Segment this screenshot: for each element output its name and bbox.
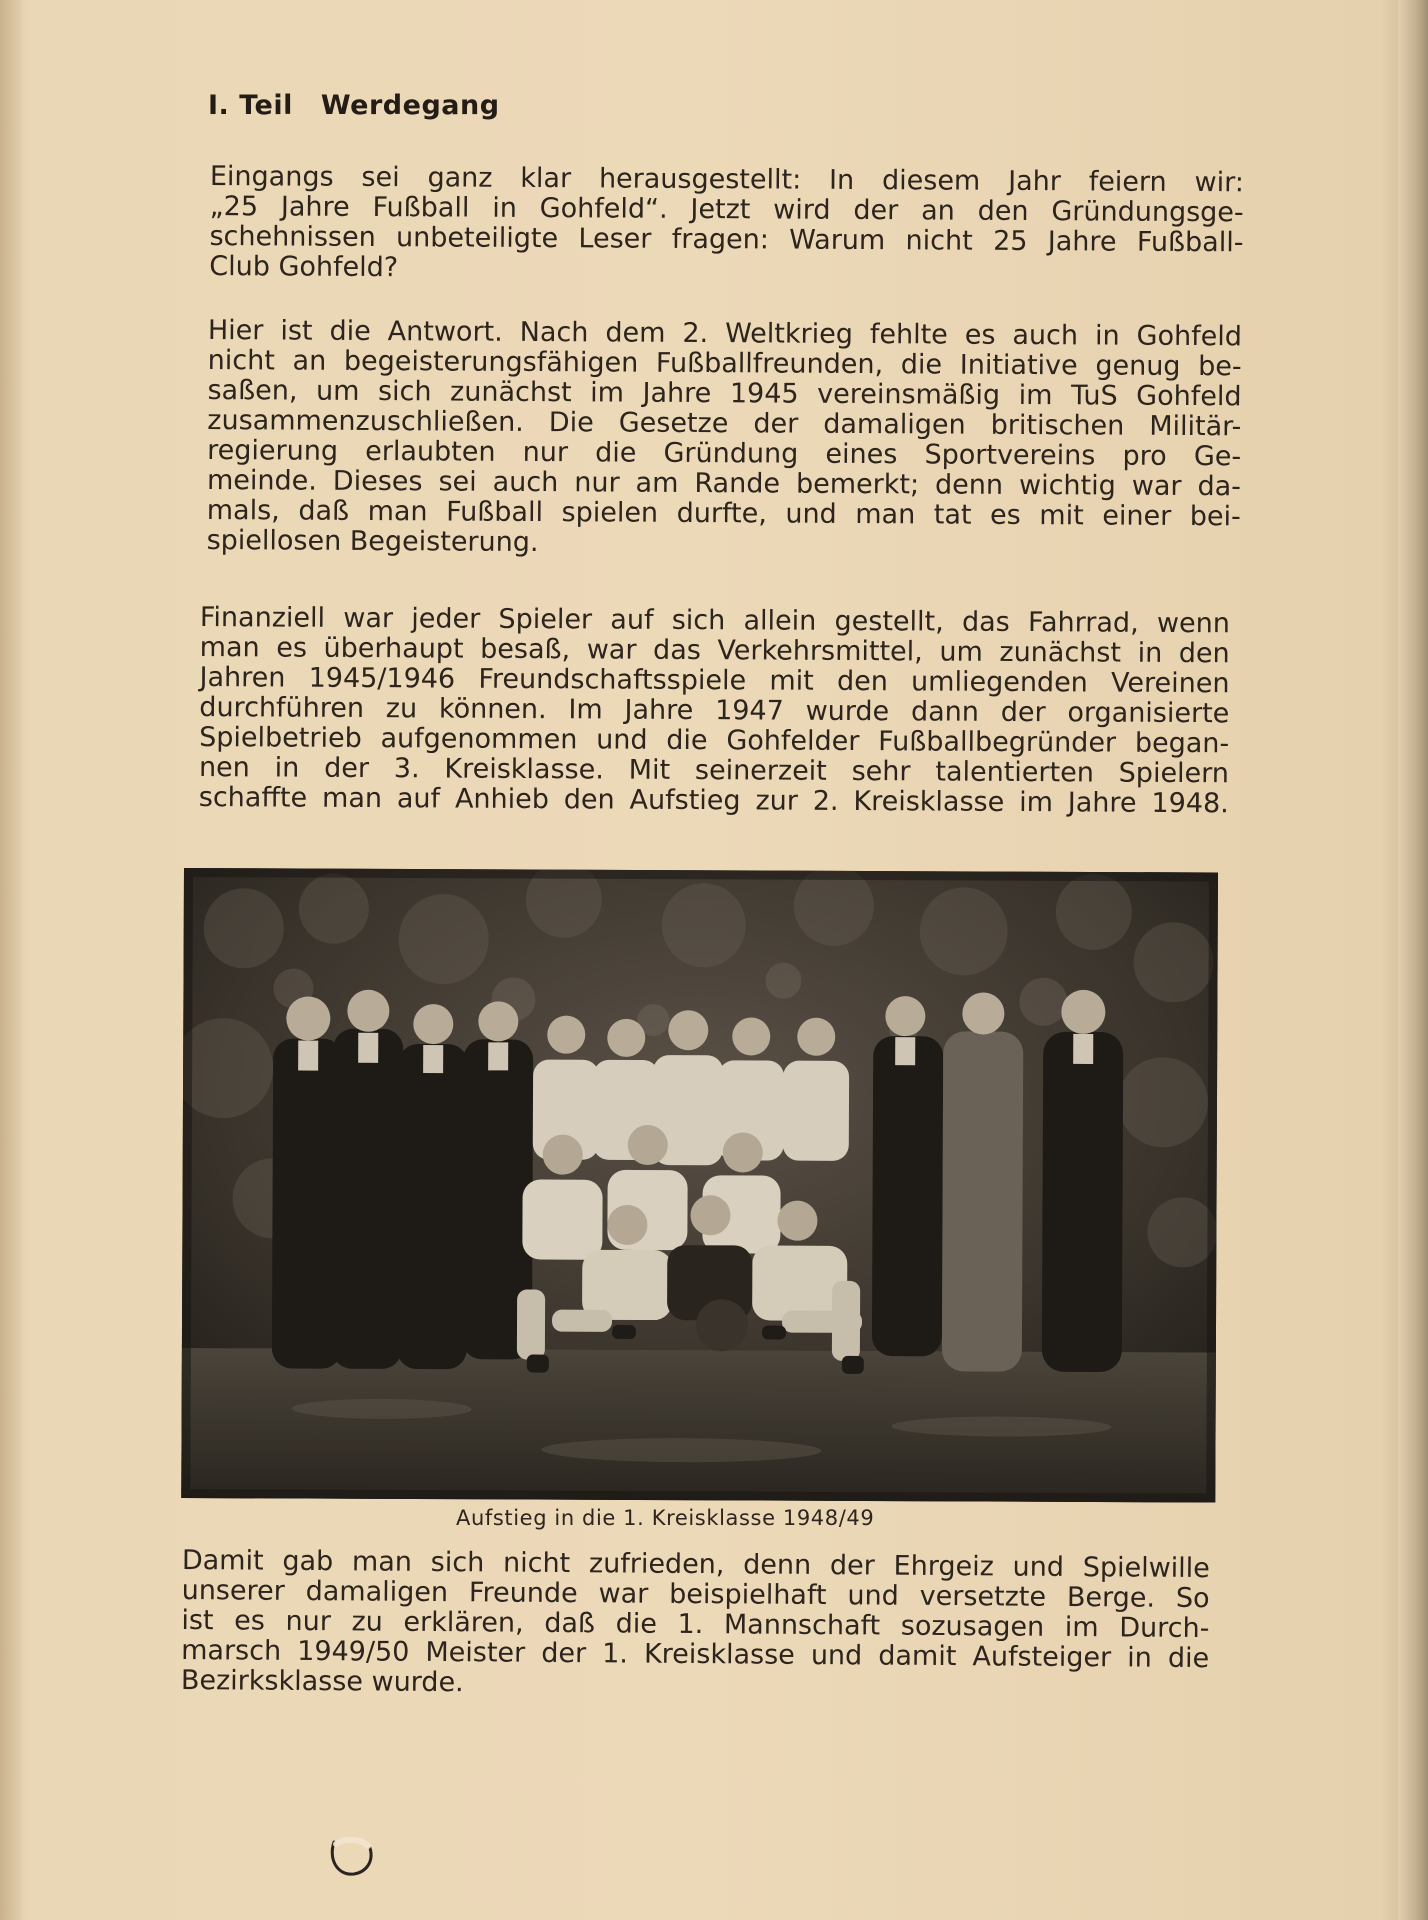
heading-part: I. Teil	[208, 90, 293, 121]
text-line: Jahren 1945/1946 Freundschaftsspiele mit den umliegenden Vereinen	[199, 661, 1230, 700]
paragraph-2	[207, 316, 1242, 562]
section-heading	[208, 90, 500, 121]
text-line: mals, daß man Fußball spielen durfte, und man tat es mit einer bei-	[206, 494, 1241, 533]
text-line: Damit gab man sich nicht zufrieden, denn der Ehrgeiz und Spielwille	[181, 1545, 1210, 1585]
text-line: unserer damaligen Freunde war beispielhaft und versetzte Berge. So	[181, 1574, 1210, 1615]
text-line: saßen, um sich zunächst im Jahre 1945 vereinsmäßig im TuS Gohfeld	[207, 374, 1242, 413]
text-line: Finanziell war jeder Spieler auf sich allein gestellt, das Fahrrad, wenn	[199, 602, 1230, 640]
text-line: schehnissen unbeteiligte Leser fragen: Warum nicht 25 Jahre Fußball-	[209, 220, 1244, 259]
text-line: marsch 1949/50 Meister der 1. Kreisklasse und damit Aufsteiger in die	[181, 1634, 1210, 1675]
paragraph-1	[209, 162, 1244, 288]
text-line: ist es nur zu erklären, daß die 1. Mannschaft sozusagen im Durch-	[181, 1604, 1210, 1645]
text-line: Hier ist die Antwort. Nach dem 2. Weltkrieg fehlte es auch in Gohfeld	[207, 315, 1242, 353]
text-line: Club Gohfeld?	[209, 250, 399, 284]
text-line: durchführen zu können. Im Jahre 1947 wurde dann der organisierte	[199, 691, 1230, 730]
paragraph-3	[199, 603, 1230, 819]
text-line: Spielbetrieb aufgenommen und die Gohfelder Fußballbegründer began-	[199, 721, 1230, 760]
team-photo	[181, 868, 1218, 1503]
text-line: nicht an begeisterungsfähigen Fußballfreunden, die Initiative genug be-	[207, 344, 1242, 383]
text-line: schaffte man auf Anhieb den Aufstieg zur 2. Kreisklasse im Jahre 1948.	[198, 781, 1229, 820]
text-line: zusammenzuschließen. Die Gesetze der damaligen britischen Militär-	[207, 404, 1242, 443]
text-line: Eingangs sei ganz klar herausgestellt: In diesem Jahr feiern wir:	[209, 161, 1244, 199]
text-line: Bezirksklasse wurde.	[180, 1664, 464, 1699]
pen-mark-icon	[324, 1832, 380, 1882]
text-line: regierung erlaubten nur die Gründung eines Sportvereins pro Ge-	[207, 434, 1242, 473]
team-photo-illustration	[181, 868, 1218, 1503]
text-line: „25 Jahre Fußball in Gohfeld“. Jetzt wird der an den Gründungsge-	[209, 190, 1244, 229]
photo-caption: Aufstieg in die 1. Kreisklasse 1948/49	[456, 1506, 875, 1530]
text-line: man es überhaupt besaß, war das Verkehrsmittel, um zunächst in den	[199, 631, 1230, 670]
paragraph-4	[181, 1546, 1210, 1704]
text-line: spiellosen Begeisterung.	[206, 524, 539, 559]
heading-title: Werdegang	[320, 90, 500, 121]
text-line: meinde. Dieses sei auch nur am Rande bemerkt; denn wichtig war da-	[206, 464, 1242, 503]
text-line: nen in der 3. Kreisklasse. Mit seinerzeit sehr talentierten Spielern	[198, 751, 1230, 790]
